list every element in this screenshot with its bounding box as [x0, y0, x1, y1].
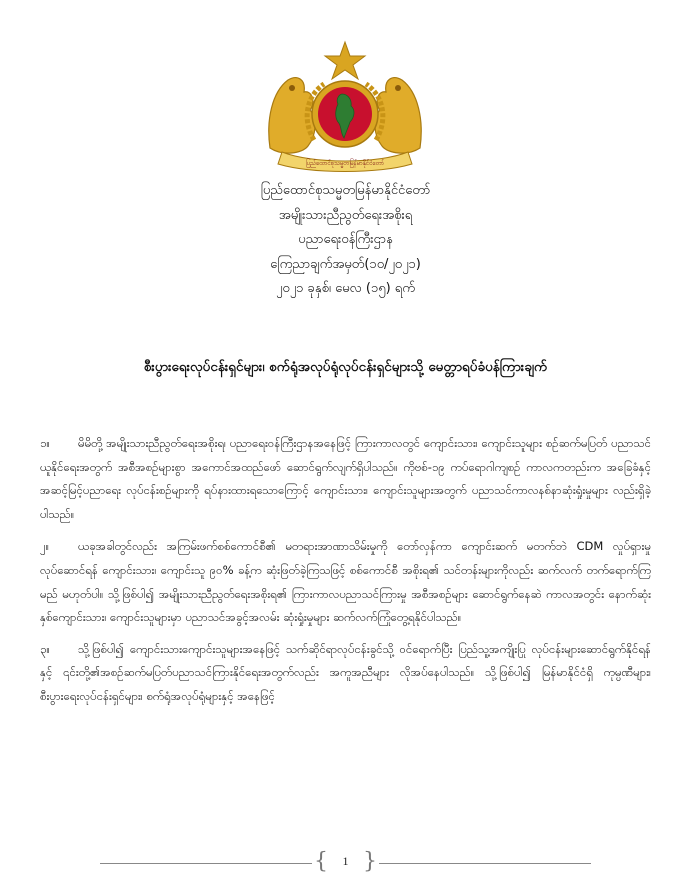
document-header: [0, 179, 691, 302]
paragraph: [40, 432, 651, 526]
paragraph-number: ၂။: [40, 539, 50, 554]
paragraph: [40, 638, 651, 709]
government-name: အမျိုးသားညီညွတ်ရေးအစိုးရ: [278, 207, 413, 223]
paragraph-text: မိမိတို့ အမျိုးသားညီညွတ်ရေးအစိုးရ၊ ပညာရေးဝန်ကြီးဌာနအနေဖြင့် ကြားကာလတွင် ကျောင်းသား၊ ကျောင်းသူများ စဉ်ဆက်မပြတ် ပညာသင်ယူနိုင်ရေးအတွက် အစီအစဉ်များစွာ အကောင်အထည်ဖော် ဆောင်ရွက်လျက်ရှိပါသည်။ ကိုဗစ်-၁၉ ကပ်ရောဂါကျစဉ် ကာလကတည်းက အခြေခံနှင့် အဆင့်မြင့်ပညာရေး လုပ်ငန်းစဉ်များကို ရပ်နားထားရသောကြောင့် ကျောင်းသား၊ ကျောင်းသူများအတွက် ပညာသင်ကာလနစ်နာဆုံးရှုံးမှုများ လည်းရှိခဲ့ပါသည်။: [40, 436, 651, 521]
state-emblem-icon: [262, 40, 428, 175]
emblem-ribbon-text: ပြည်ထောင်စုသမ္မတမြန်မာနိုင်ငံတော်: [305, 160, 385, 167]
right-brace-icon: }: [363, 849, 377, 874]
page-footer: [100, 848, 591, 878]
document-subject: စီးပွားရေးလုပ်ငန်းရှင်များ၊ စက်ရုံအလုပ်ရုံလုပ်ငန်းရှင်များသို့ မေတ္တာရပ်ခံပန်ကြားချက်: [143, 359, 548, 375]
paragraph-number: ၁။: [40, 436, 50, 450]
paragraph-text: ယခုအခါတွင်လည်း အကြမ်းဖက်စစ်ကောင်စီ၏ မတရားအာဏာသိမ်းမှုကို တော်လှန်ကာ ကျောင်းဆက် မတက်ဘဲ CDM လှုပ်ရှားမှုလုပ်ဆောင်ရန် ကျောင်းသား၊ ကျောင်းသူ ၉၀% ခန့်က ဆုံးဖြတ်ခဲ့ကြသဖြင့် စစ်ကောင်စီ အစိုးရ၏ သင်တန်းများကိုလည်း ဆက်လက် တက်ရောက်ကြမည် မဟုတ်ပါ။ သို့ဖြစ်ပါ၍ အမျိုးသားညီညွတ်ရေးအစိုးရ၏ ကြားကာလပညာသင်ကြားမှု အစီအစဉ်များ ဆောင်ရွက်နေဆဲ ကာလအတွင်း နောက်ဆုံးနှစ်ကျောင်းသား၊ ကျောင်းသူများမှာ ပညာသင်အခွင့်အလမ်း ဆုံးရှုံးမှုများ ဆက်လက်ကြုံတွေ့ရနိုင်ပါသည်။: [40, 539, 651, 625]
document-body: [40, 432, 651, 709]
paragraph-number: ၃။: [40, 641, 50, 656]
paragraph: [40, 535, 651, 629]
paragraph-text: သို့ဖြစ်ပါ၍ ကျောင်းသားကျောင်းသူများအနေဖြင့် သက်ဆိုင်ရာလုပ်ငန်းခွင်သို့ ဝင်ရောက်ပြီး ပြည်သူ့အကျိုးပြု လုပ်ငန်းများဆောင်ရွက်နိုင်ရန်နှင့် ၎င်းတို့၏အစဉ်ဆက်မပြတ်ပညာသင်ကြားနိုင်ရေးအတွက်လည်း အကူအညီများ လိုအပ်နေပါသည်။ သို့ဖြစ်ပါ၍ မြန်မာနိုင်ငံရှိ ကုမ္ပဏီများ၊ စီးပွားရေးလုပ်ငန်းရှင်များ၊ စက်ရုံအလုပ်ရုံများနှင့် အနေဖြင့်: [40, 641, 651, 703]
announcement-date: ၂၀၂၁ ခုနှစ်၊ မေလ (၁၅) ရက်: [276, 281, 415, 296]
announcement-number: ကြေညာချက်အမှတ်(၁၀/၂၀၂၁): [270, 256, 421, 272]
page-number: 1: [342, 854, 349, 868]
country-name: ပြည်ထောင်စုသမ္မတမြန်မာနိုင်ငံတော်: [260, 183, 431, 198]
ministry-name: ပညာရေးဝန်ကြီးဌာန: [298, 232, 393, 247]
left-brace-icon: {: [314, 849, 328, 874]
footer-rule-right: [379, 863, 591, 864]
